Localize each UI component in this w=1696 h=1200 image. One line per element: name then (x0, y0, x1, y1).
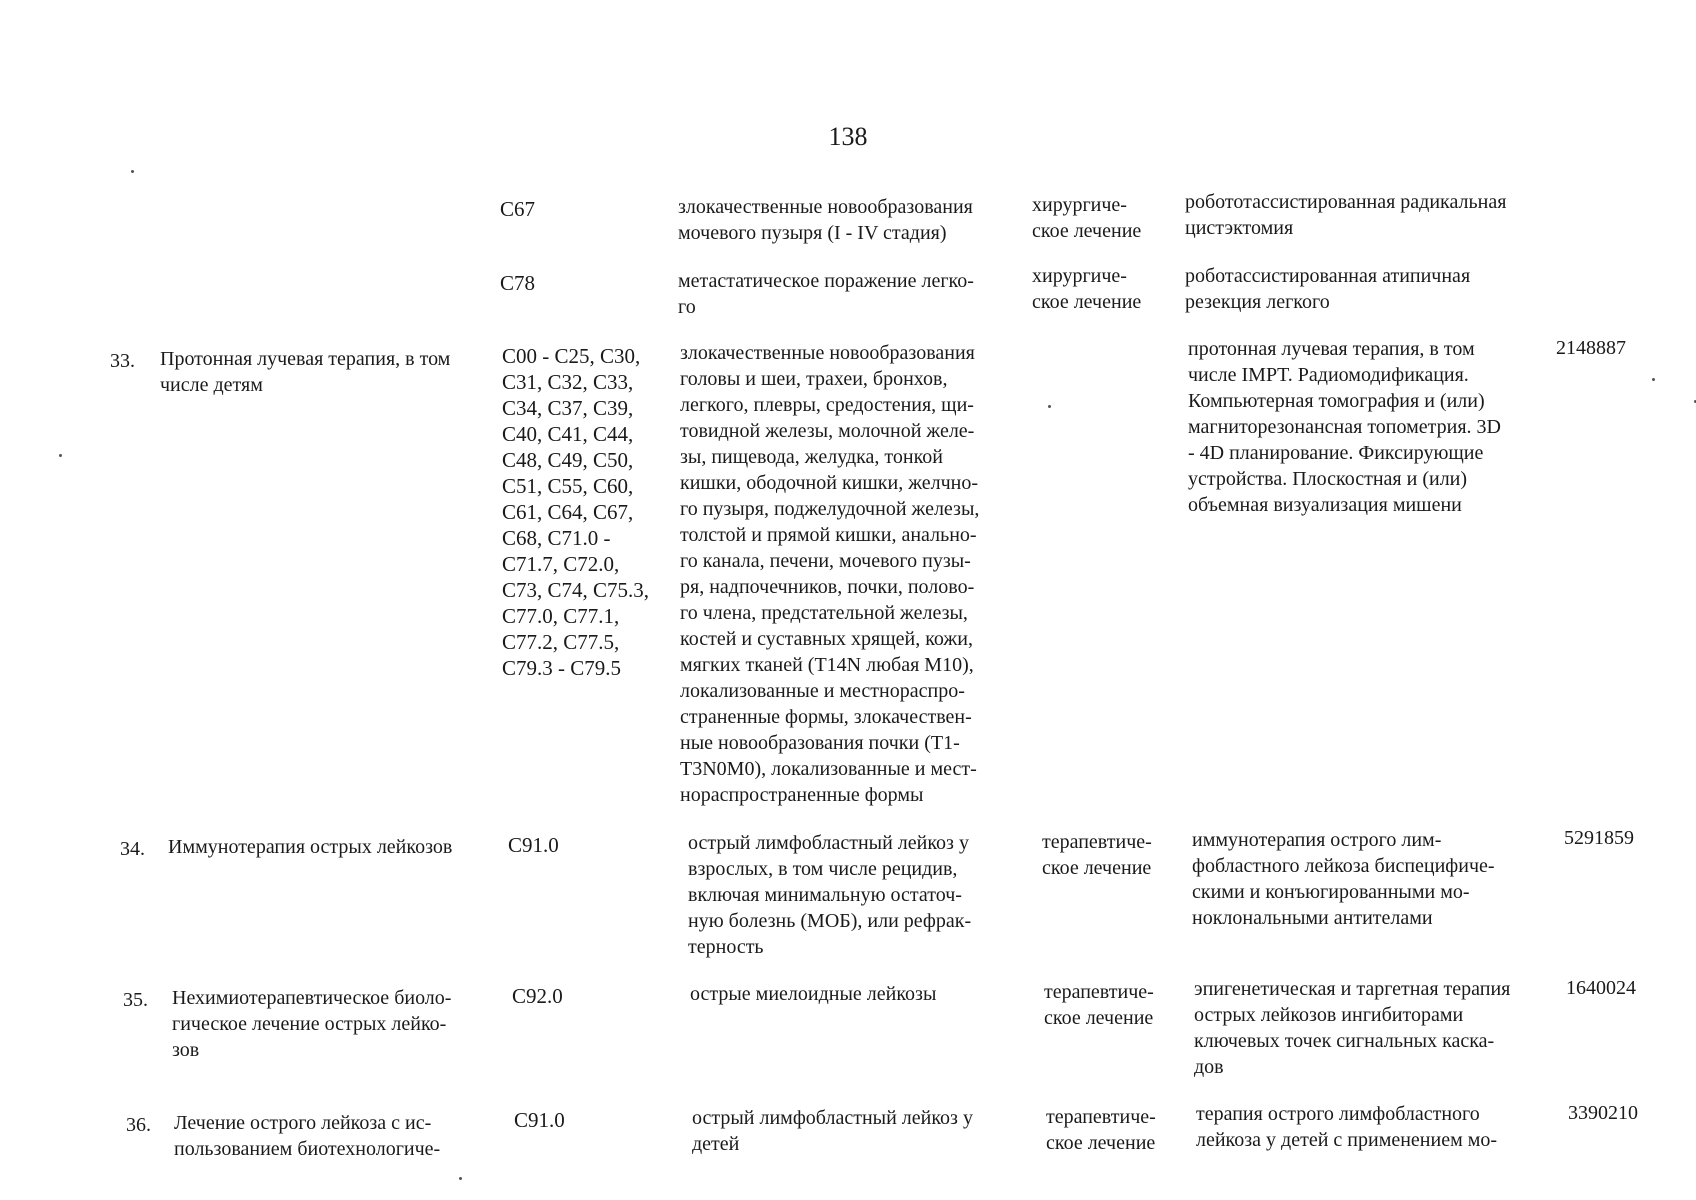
row-33-number: 33. (110, 350, 135, 372)
row-33-diagnosis: злокачественные новообразования головы и шеи, трахеи, бронхов, легкого, плевры, средостения, щи- товидной железы, молочной желе- зы, пищевода, желудка, тонкой кишки, ободочной кишки, желчно- го пузыря, поджелудочной железы, толстой и прямой кишки, анально- го канала, печени, мочевого пузы- ря, надпочечников, почки, полово- го члена, предстательной железы, костей и суставных хрящей, кожи, мягких тканей (T14N любая M10), локализованные и местнораспро- страненные формы, злокачествен- ные новообразования почки (T1- T3N0M0), локализованные и мест- нораспространенные формы (680, 342, 980, 806)
scan-speck (131, 170, 134, 173)
row-36-cost: 3390210 (1568, 1102, 1638, 1124)
row-34-cost: 5291859 (1564, 827, 1634, 849)
row-35-cost: 1640024 (1566, 977, 1636, 999)
row-36-name: Лечение острого лейкоза с ис- пользованием биотехнологиче- (174, 1112, 441, 1160)
row-35-codes: C92.0 (512, 984, 563, 1008)
row-36-treatment-type: терапевтиче- ское лечение (1046, 1106, 1156, 1154)
row-34-treatment-type: терапевтиче- ское лечение (1042, 831, 1152, 879)
row-35-treatment-type: терапевтиче- ское лечение (1044, 981, 1154, 1029)
row-36-codes: C91.0 (514, 1108, 565, 1132)
row-33-codes: C00 - C25, C30, C31, C32, C33, C34, C37, C39, C40, C41, C44, C48, C49, C50, C51, C55, C60, C61, C64, C67, C68, C71.0 - C71.7, C72.0, C73, C74, C75.3, C77.0, C77.1, C77.2, C77.5, C79.3 - C79.5 (502, 344, 650, 680)
row-34-diagnosis: острый лимфобластный лейкоз у взрослых, в том числе рецидив, включая минимальную остаточ- ную болезнь (МОБ), или рефрак- терность (688, 832, 972, 958)
row-c67-diagnosis: злокачественные новообразования мочевого пузыря (I - IV стадия) (678, 196, 973, 244)
row-c78-treatment-type: хирургиче- ское лечение (1032, 265, 1142, 313)
scan-speck (1652, 378, 1655, 381)
row-c67-method: робототассистированная радикальная цистэктомия (1185, 191, 1507, 239)
row-36-method: терапия острого лимфобластного лейкоза у детей с применением мо- (1196, 1103, 1498, 1151)
page-number: 138 (828, 122, 868, 151)
row-35-name: Нехимиотерапевтическое биоло- гическое лечение острых лейко- зов (172, 987, 452, 1061)
row-33-method: протонная лучевая терапия, в том числе IMPT. Радиомодификация. Компьютерная томография и (или) магниторезонансная топометрия. 3D - 4D планирование. Фиксирующие устройства. Плоскостная и (или) объемная визуализация мишени (1188, 338, 1501, 516)
row-34-name: Иммунотерапия острых лейкозов (168, 836, 453, 858)
row-35-number: 35. (123, 989, 148, 1011)
row-33-name: Протонная лучевая терапия, в том числе детям (160, 348, 451, 396)
row-35-method: эпигенетическая и таргетная терапия острых лейкозов ингибиторами ключевых точек сигнальных каска- дов (1194, 978, 1511, 1078)
row-c67-treatment-type: хирургиче- ское лечение (1032, 194, 1142, 242)
scan-speck (1048, 405, 1051, 408)
row-c67-codes: C67 (500, 197, 536, 221)
scan-speck (59, 454, 62, 457)
row-36-number: 36. (126, 1114, 151, 1136)
row-35-diagnosis: острые миелоидные лейкозы (690, 983, 937, 1005)
row-c78-diagnosis: метастатическое поражение легко- го (678, 270, 974, 318)
row-c78-method: роботассистированная атипичная резекция легкого (1185, 265, 1471, 313)
row-34-codes: C91.0 (508, 833, 559, 857)
row-c78-codes: C78 (500, 271, 536, 295)
row-34-method: иммунотерапия острого лим- фобластного лейкоза биспецифиче- скими и конъюгированными мо- ноклональными антителами (1192, 829, 1495, 929)
row-33-cost: 2148887 (1556, 337, 1626, 359)
row-34-number: 34. (120, 838, 145, 860)
row-36-diagnosis: острый лимфобластный лейкоз у детей (692, 1107, 973, 1155)
scan-speck (459, 1177, 462, 1180)
